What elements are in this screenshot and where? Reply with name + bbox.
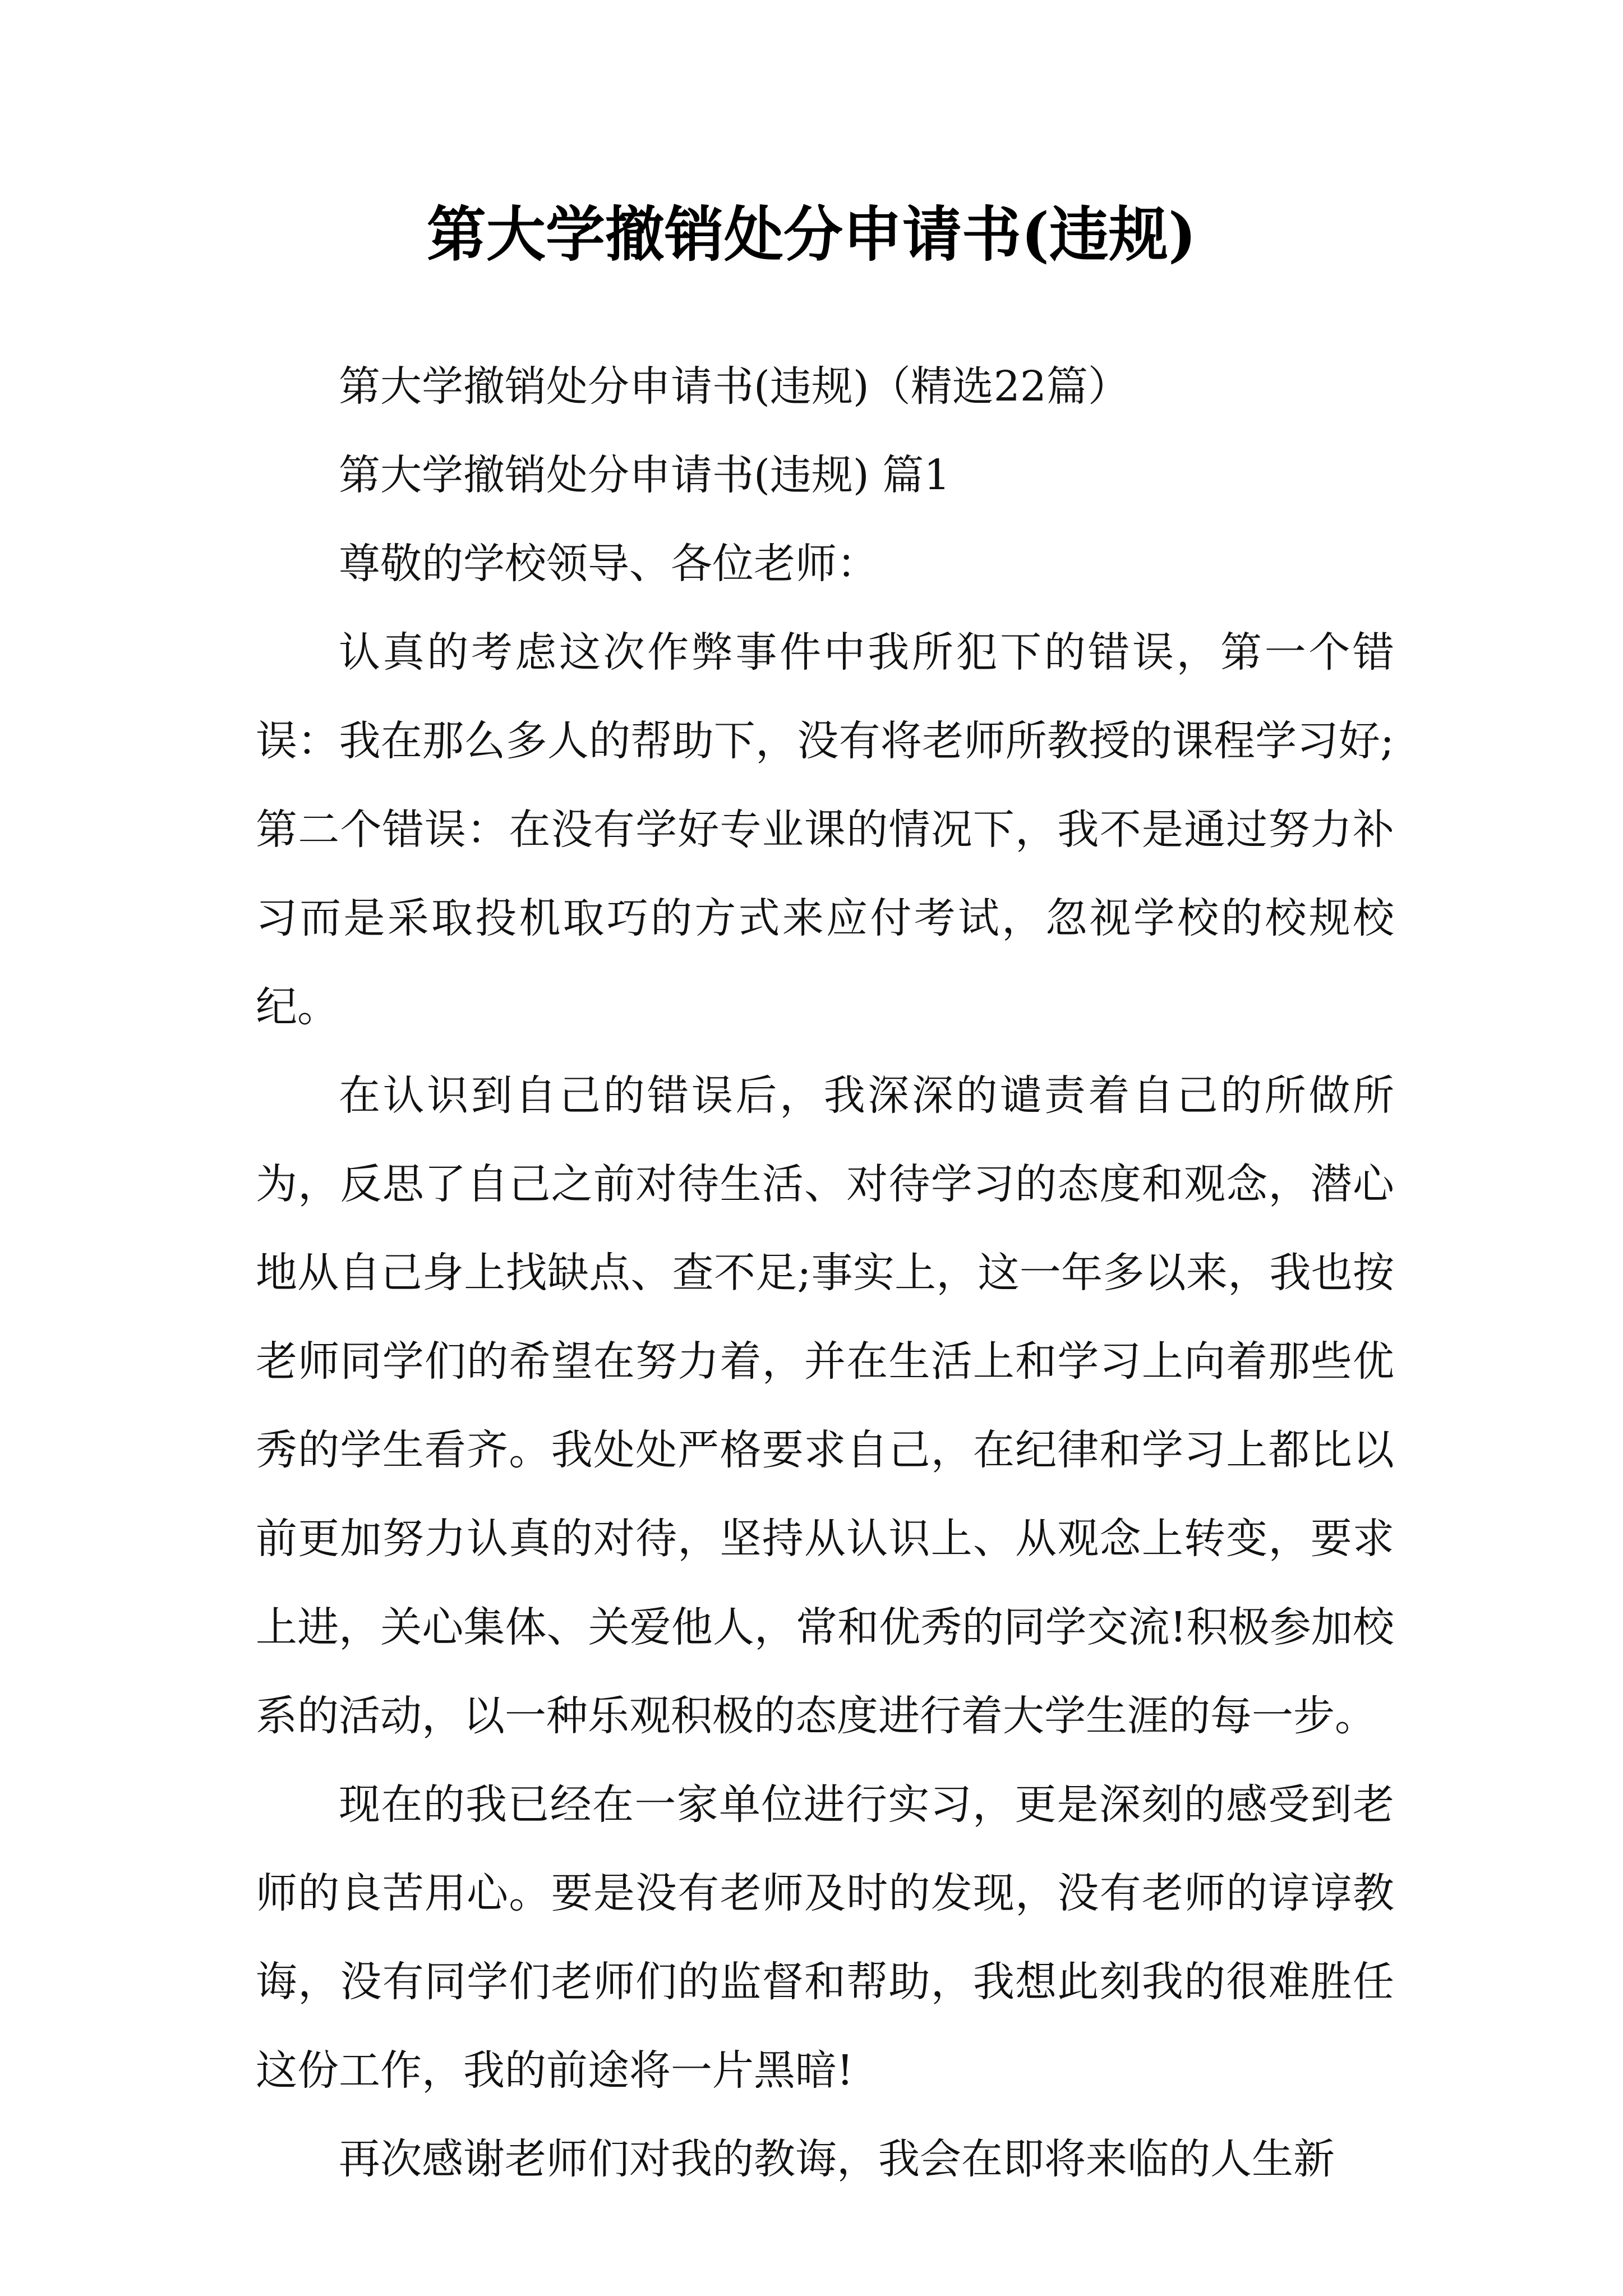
document-body — [256, 342, 1394, 2203]
paragraph: 再次感谢老师们对我的教诲，我会在即将来临的人生新 — [339, 2135, 1335, 2183]
paragraph-subtitle: 第大学撤销处分申请书(违规)（精选22篇） — [339, 362, 1129, 411]
paragraph: 认真的考虑这次作弊事件中我所犯下的错误，第一个错误：我在那么多人的帮助下，没有将老师所教授的课程学习好;第二个错误：在没有学好专业课的情况下，我不是通过努力补习而是采取投机取巧的方式来应付考试，忽视学校的校规校纪。 — [256, 628, 1394, 1031]
paragraph-salutation: 尊敬的学校领导、各位老师： — [339, 540, 878, 588]
document-title: 第大学撤销处分申请书(违规) — [426, 199, 1197, 269]
paragraph: 现在的我已经在一家单位进行实习，更是深刻的感受到老师的良苦用心。要是没有老师及时的发现，没有老师的谆谆教诲，没有同学们老师们的监督和帮助，我想此刻我的很难胜任这份工作，我的前途将一片黑暗! — [256, 1780, 1394, 2095]
paragraph: 在认识到自己的错误后，我深深的谴责着自己的所做所为，反思了自己之前对待生活、对待学习的态度和观念，潜心地从自己身上找缺点、查不足;事实上，这一年多以来，我也按老师同学们的希望在努力着，并在生活上和学习上向着那些优秀的学生看齐。我处处严格要求自己，在纪律和学习上都比以前更加努力认真的对待，坚持从认识上、从观念上转变，要求上进，关心集体、关爱他人，常和优秀的同学交流!积极参加校系的活动，以一种乐观积极的态度进行着大学生涯的每一步。 — [256, 1071, 1394, 1740]
paragraph-section-heading: 第大学撤销处分申请书(违规) 篇1 — [339, 451, 951, 499]
